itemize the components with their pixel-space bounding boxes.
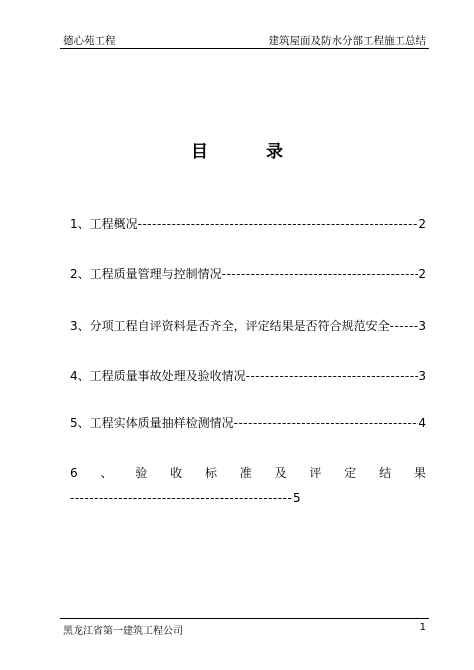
header-document-title: 建筑屋面及防水分部工程施工总结 (268, 35, 426, 47)
toc-item-6-char: 定 (344, 466, 357, 480)
toc-item-page: 2 (418, 217, 426, 231)
toc-item-6-char: 结 (379, 466, 392, 480)
toc-item-6-leader-line[interactable] (70, 490, 301, 506)
footer-rule (60, 618, 429, 619)
toc-item-page: 2 (418, 267, 426, 281)
footer-page-number: 1 (419, 622, 426, 633)
toc-item-6-char: 准 (239, 466, 252, 480)
footer-company-name: 黑龙江省第一建筑工程公司 (63, 626, 183, 637)
toc-item[interactable] (70, 318, 426, 334)
toc-item-label: 2、工程质量管理与控制情况 (70, 267, 222, 281)
toc-item[interactable] (70, 368, 426, 384)
toc-item-page: 3 (418, 319, 426, 333)
toc-item-6-char: 6 (70, 466, 78, 480)
toc-item[interactable] (70, 266, 426, 282)
toc-item-label: 1、工程概况 (70, 217, 138, 231)
toc-item-6-char: 及 (274, 466, 287, 480)
toc-item[interactable] (70, 415, 426, 431)
toc-item-6-char: 评 (309, 466, 322, 480)
toc-leader (138, 216, 419, 232)
toc-item-6-char: 果 (413, 466, 426, 480)
toc-leader (246, 368, 419, 384)
toc-item-page: 4 (418, 416, 426, 430)
toc-item-page: 3 (418, 369, 426, 383)
toc-item-label: 5、工程实体质量抽样检测情况 (70, 416, 234, 430)
toc-item[interactable] (70, 216, 426, 232)
toc-item-6-char: 收 (170, 466, 183, 480)
toc-item-6-char: 标 (204, 466, 217, 480)
toc-leader (234, 415, 419, 431)
toc-leader (70, 490, 293, 506)
toc-leader (390, 318, 419, 334)
header-project-name: 德心苑工程 (63, 35, 116, 47)
toc-item-6-char: 验 (135, 466, 148, 480)
toc-leader (222, 266, 419, 282)
toc-item-label: 3、分项工程自评资料是否齐全，评定结果是否符合规范安全 (70, 319, 390, 333)
toc-title: 目 录 (191, 142, 309, 162)
toc-item-6-char: 、 (100, 466, 113, 480)
header-rule (60, 48, 429, 49)
toc-item-label: 4、工程质量事故处理及验收情况 (70, 369, 246, 383)
toc-item-6-label[interactable] (70, 465, 426, 481)
toc-item-page: 5 (293, 491, 301, 505)
